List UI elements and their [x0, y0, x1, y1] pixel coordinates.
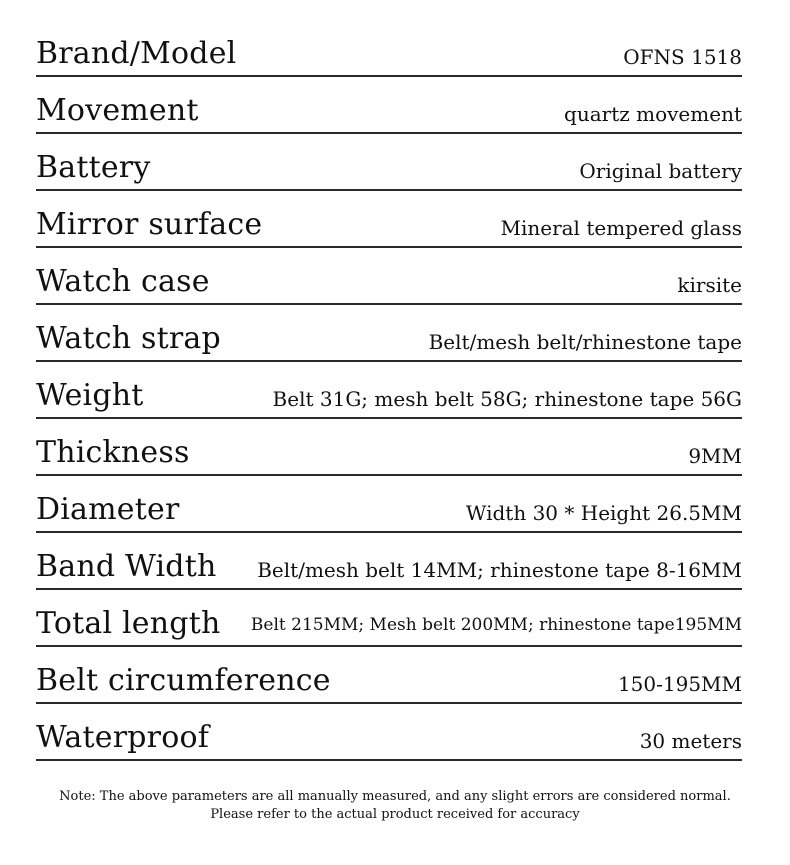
spec-row-diameter — [36, 476, 742, 533]
spec-row-mirror-surface — [36, 191, 742, 248]
spec-label: Mirror surface — [36, 207, 263, 242]
spec-row-brand-model — [36, 20, 742, 77]
spec-value: 150-195MM — [617, 672, 742, 696]
spec-label: Watch strap — [36, 321, 221, 356]
spec-label: Watch case — [36, 264, 210, 299]
spec-label: Weight — [36, 378, 144, 413]
spec-row-battery — [36, 134, 742, 191]
spec-label: Belt circumference — [36, 663, 331, 698]
spec-value: Belt 31G; mesh belt 58G; rhinestone tape 56G — [272, 387, 742, 411]
spec-value: 9MM — [688, 444, 742, 468]
spec-value: quartz movement — [564, 102, 742, 126]
spec-value: Belt/mesh belt/rhinestone tape — [428, 330, 742, 354]
spec-row-movement — [36, 77, 742, 134]
spec-label: Total length — [36, 606, 221, 641]
spec-label: Band Width — [36, 549, 217, 584]
spec-label: Movement — [36, 93, 199, 128]
spec-value: Mineral tempered glass — [500, 216, 742, 240]
footnote-line-2: Please refer to the actual product received for accuracy — [210, 807, 580, 822]
spec-row-watch-case — [36, 248, 742, 305]
spec-row-band-width — [36, 533, 742, 590]
spec-value: 30 meters — [639, 729, 742, 753]
spec-value: OFNS 1518 — [623, 45, 742, 69]
spec-label: Thickness — [36, 435, 190, 470]
spec-value: Width 30 * Height 26.5MM — [465, 501, 742, 525]
spec-row-waterproof — [36, 704, 742, 761]
spec-value: kirsite — [677, 273, 742, 297]
spec-row-weight — [36, 362, 742, 419]
spec-row-thickness — [36, 419, 742, 476]
spec-value: Original battery — [579, 159, 742, 183]
footnote — [0, 788, 790, 824]
spec-table — [36, 20, 742, 761]
spec-label: Brand/Model — [36, 36, 237, 71]
spec-row-total-length — [36, 590, 742, 647]
spec-value: Belt 215MM; Mesh belt 200MM; rhinestone tape195MM — [250, 615, 742, 635]
footnote-line-1: Note: The above parameters are all manually measured, and any slight errors are considered normal. — [59, 789, 731, 804]
spec-label: Diameter — [36, 492, 180, 527]
spec-label: Waterproof — [36, 720, 210, 755]
spec-row-belt-circumference — [36, 647, 742, 704]
spec-label: Battery — [36, 150, 151, 185]
spec-row-watch-strap — [36, 305, 742, 362]
spec-value: Belt/mesh belt 14MM; rhinestone tape 8-16MM — [257, 558, 742, 582]
